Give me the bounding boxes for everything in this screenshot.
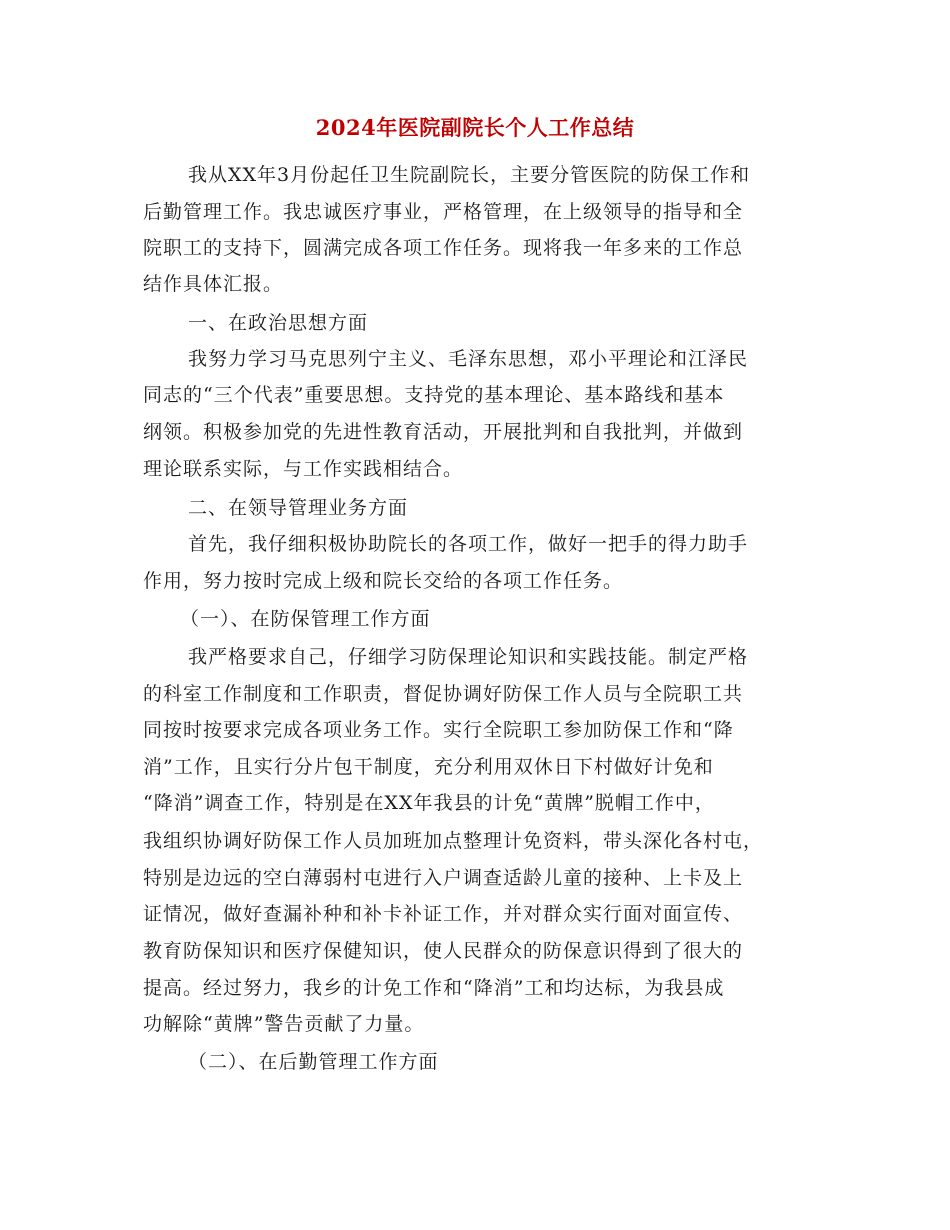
paragraph-line: “降消”调查工作，特别是在XX年我县的计免“黄牌”脱帽工作中，	[143, 792, 715, 814]
paragraph-line: 作用，努力按时完成上级和院长交给的各项工作任务。	[143, 570, 624, 592]
paragraph-line: 功解除“黄牌”警告贡献了力量。	[143, 1013, 425, 1035]
paragraph-line: 我组织协调好防保工作人员加班加点整理计免资料，带头深化各村屯，	[143, 830, 764, 852]
paragraph-line: 提高。经过努力，我乡的计免工作和“降消”工和均达标，为我县成	[143, 977, 725, 999]
paragraph-line: 我努力学习马克思列宁主义、毛泽东思想，邓小平理论和江泽民	[188, 348, 749, 370]
paragraph-line: 首先，我仔细积极协助院长的各项工作，做好一把手的得力助手	[188, 533, 749, 555]
section-heading: 二、在领导管理业务方面	[188, 497, 409, 519]
paragraph-line: 理论联系实际，与工作实践相结合。	[143, 458, 464, 480]
paragraph-line: 后勤管理工作。我忠诚医疗事业，严格管理，在上级领导的指导和全	[143, 201, 744, 223]
section-heading: 一、在政治思想方面	[188, 312, 369, 334]
paragraph-line: 同志的“三个代表”重要思想。支持党的基本理论、基本路线和基本	[143, 384, 725, 406]
paragraph-line: 纲领。积极参加党的先进性教育活动，开展批判和自我批判，并做到	[143, 421, 744, 443]
paragraph-line: 教育防保知识和医疗保健知识，使人民群众的防保意识得到了很大的	[143, 940, 744, 962]
paragraph-line: 院职工的支持下，圆满完成各项工作任务。现将我一年多来的工作总	[143, 237, 744, 259]
paragraph-line: 消”工作，且实行分片包干制度，充分利用双休日下村做好计免和	[143, 756, 714, 778]
paragraph-line: 同按时按要求完成各项业务工作。实行全院职工参加防保工作和“降	[143, 719, 734, 741]
paragraph-line: 我从XX年3月份起任卫生院副院长，主要分管医院的防保工作和	[188, 164, 751, 186]
paragraph-line: 特别是边远的空白薄弱村屯进行入户调查适龄儿童的接种、上卡及上	[143, 867, 744, 889]
paragraph-line: 结作具体汇报。	[143, 273, 284, 295]
paragraph-line: 的科室工作制度和工作职责，督促协调好防保工作人员与全院职工共	[143, 683, 744, 705]
paragraph-line: 我严格要求自己，仔细学习防保理论知识和实践技能。制定严格	[188, 646, 749, 668]
paragraph-line: 证情况，做好查漏补种和补卡补证工作，并对群众实行面对面宣传、	[143, 903, 744, 925]
subsection-heading: （二）、在后勤管理工作方面	[188, 1051, 439, 1073]
subsection-heading: （一）、在防保管理工作方面	[180, 608, 431, 630]
document-title: 2024年医院副院长个人工作总结	[315, 115, 635, 140]
